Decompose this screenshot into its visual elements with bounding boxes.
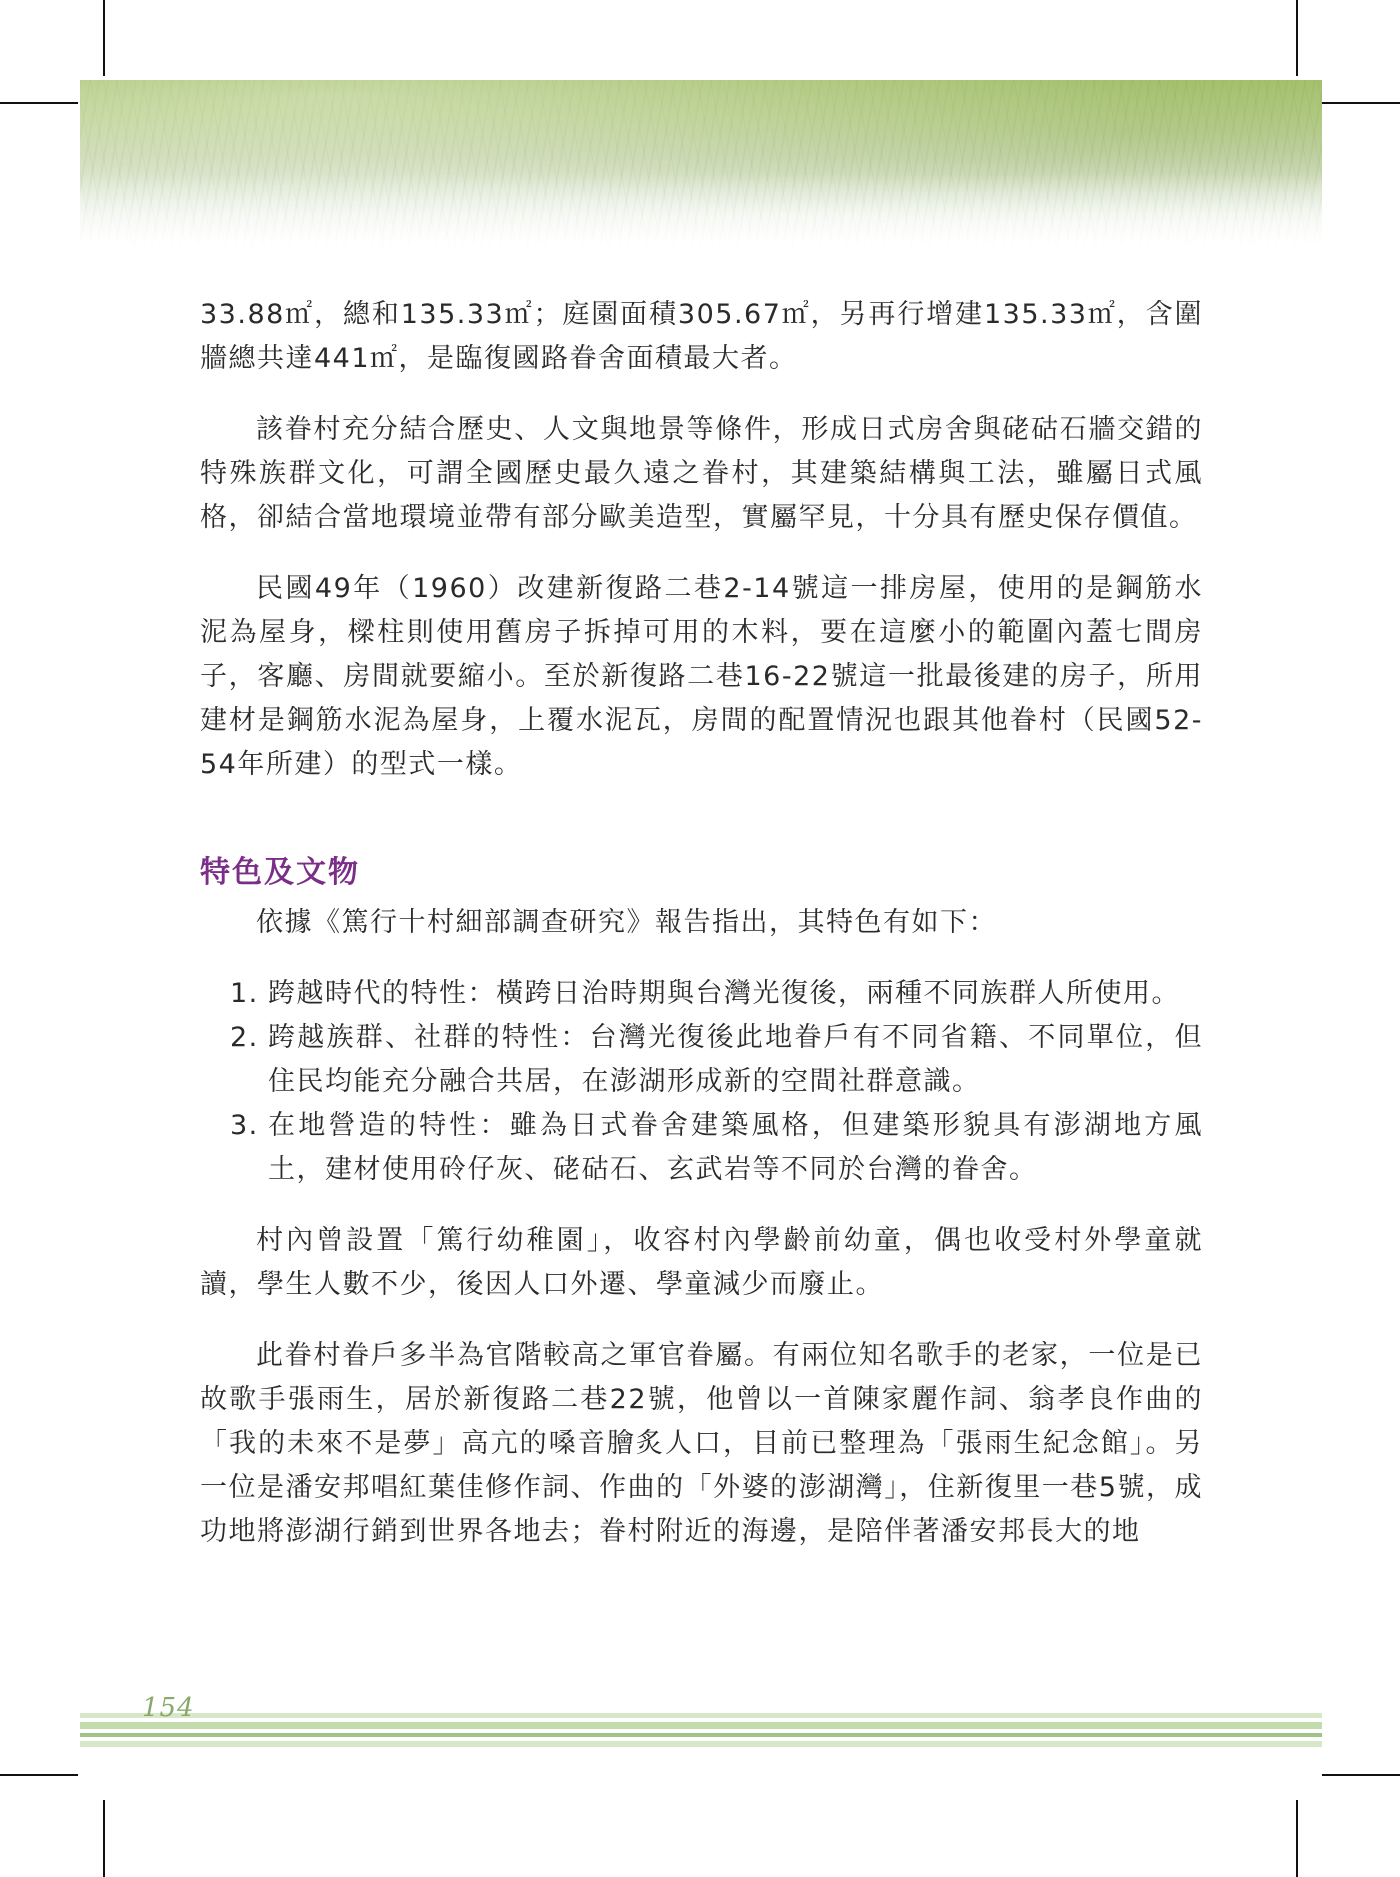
list-item-number: 3. [230,1110,259,1141]
list-item-text: 跨越族群、社群的特性：台灣光復後此地眷戶有不同省籍、不同單位，但住民均能充分融合共居，在澎湖形成新的空間社群意識。 [268,1022,1203,1097]
article-body [200,293,1203,1581]
list-item-number: 1. [230,978,259,1009]
paragraph-famous-singers: 此眷村眷戶多半為官階較高之軍官眷屬。有兩位知名歌手的老家，一位是已故歌手張雨生，居於新復路二巷22號，他曾以一首陳家麗作詞、翁孝良作曲的「我的未來不是夢」高亢的嗓音膾炙人口，目前已整理為「張雨生紀念館」。另一位是潘安邦唱紅葉佳修作詞、作曲的「外婆的澎湖灣」，住新復里一巷5號，成功地將澎湖行銷到世界各地去；眷村附近的海邊，是陪伴著潘安邦長大的地 [200,1340,1203,1547]
crop-mark-top-left-vertical [103,0,105,76]
section-heading: 特色及文物 [200,855,360,890]
list-item [200,972,1203,1016]
list-item-number: 2. [230,1022,259,1053]
header-banner-image [80,80,1322,250]
section-intro: 依據《篤行十村細部調查研究》報告指出，其特色有如下： [256,907,997,938]
footer-stripe [80,1733,1322,1737]
footer-stripe [80,1722,1322,1729]
footer-stripe [80,1741,1322,1747]
footer-stripes [80,1713,1322,1749]
paragraph-history-culture: 該眷村充分結合歷史、人文與地景等條件，形成日式房舍與硓𥑮石牆交錯的特殊族群文化，可謂全國歷史最久遠之眷村，其建築結構與工法，雖屬日式風格，卻結合當地環境並帶有部分歐美造型，實屬罕見，十分具有歷史保存價值。 [200,414,1203,533]
list-item [200,1016,1203,1104]
crop-mark-top-right-horizontal [1322,102,1400,104]
crop-mark-bottom-right-vertical [1296,1800,1298,1877]
crop-mark-bottom-left-vertical [103,1800,105,1877]
list-item-text: 跨越時代的特性：橫跨日治時期與台灣光復後，兩種不同族群人所使用。 [268,978,1180,1009]
paragraph-kindergarten: 村內曾設置「篤行幼稚園」，收容村內學齡前幼童，偶也收受村外學童就讀，學生人數不少，後因人口外遷、學童減少而廢止。 [200,1225,1203,1300]
paragraph-area-summary: 33.88㎡，總和135.33㎡；庭園面積305.67㎡，另再行增建135.33㎡，含圍牆總共達441㎡，是臨復國路眷舍面積最大者。 [200,299,1203,374]
list-item-text: 在地營造的特性：雖為日式眷舍建築風格，但建築形貌具有澎湖地方風土，建材使用砱仔灰、硓𥑮石、玄武岩等不同於台灣的眷舍。 [268,1110,1203,1185]
list-item [200,1104,1203,1192]
page-number: 154 [142,1693,195,1723]
crop-mark-bottom-right-horizontal [1322,1774,1400,1776]
feature-list [200,972,1203,1192]
footer-stripe [80,1713,1322,1718]
crop-mark-top-left-horizontal [0,102,78,104]
crop-mark-bottom-left-horizontal [0,1774,78,1776]
paragraph-rebuild-1960: 民國49年（1960）改建新復路二巷2-14號這一排房屋，使用的是鋼筋水泥為屋身，樑柱則使用舊房子拆掉可用的木料，要在這麼小的範圍內蓋七間房子，客廳、房間就要縮小。至於新復路二巷16-22號這一批最後建的房子，所用建材是鋼筋水泥為屋身，上覆水泥瓦，房間的配置情況也跟其他眷村（民國52-54年所建）的型式一樣。 [200,573,1203,780]
crop-mark-top-right-vertical [1296,0,1298,76]
